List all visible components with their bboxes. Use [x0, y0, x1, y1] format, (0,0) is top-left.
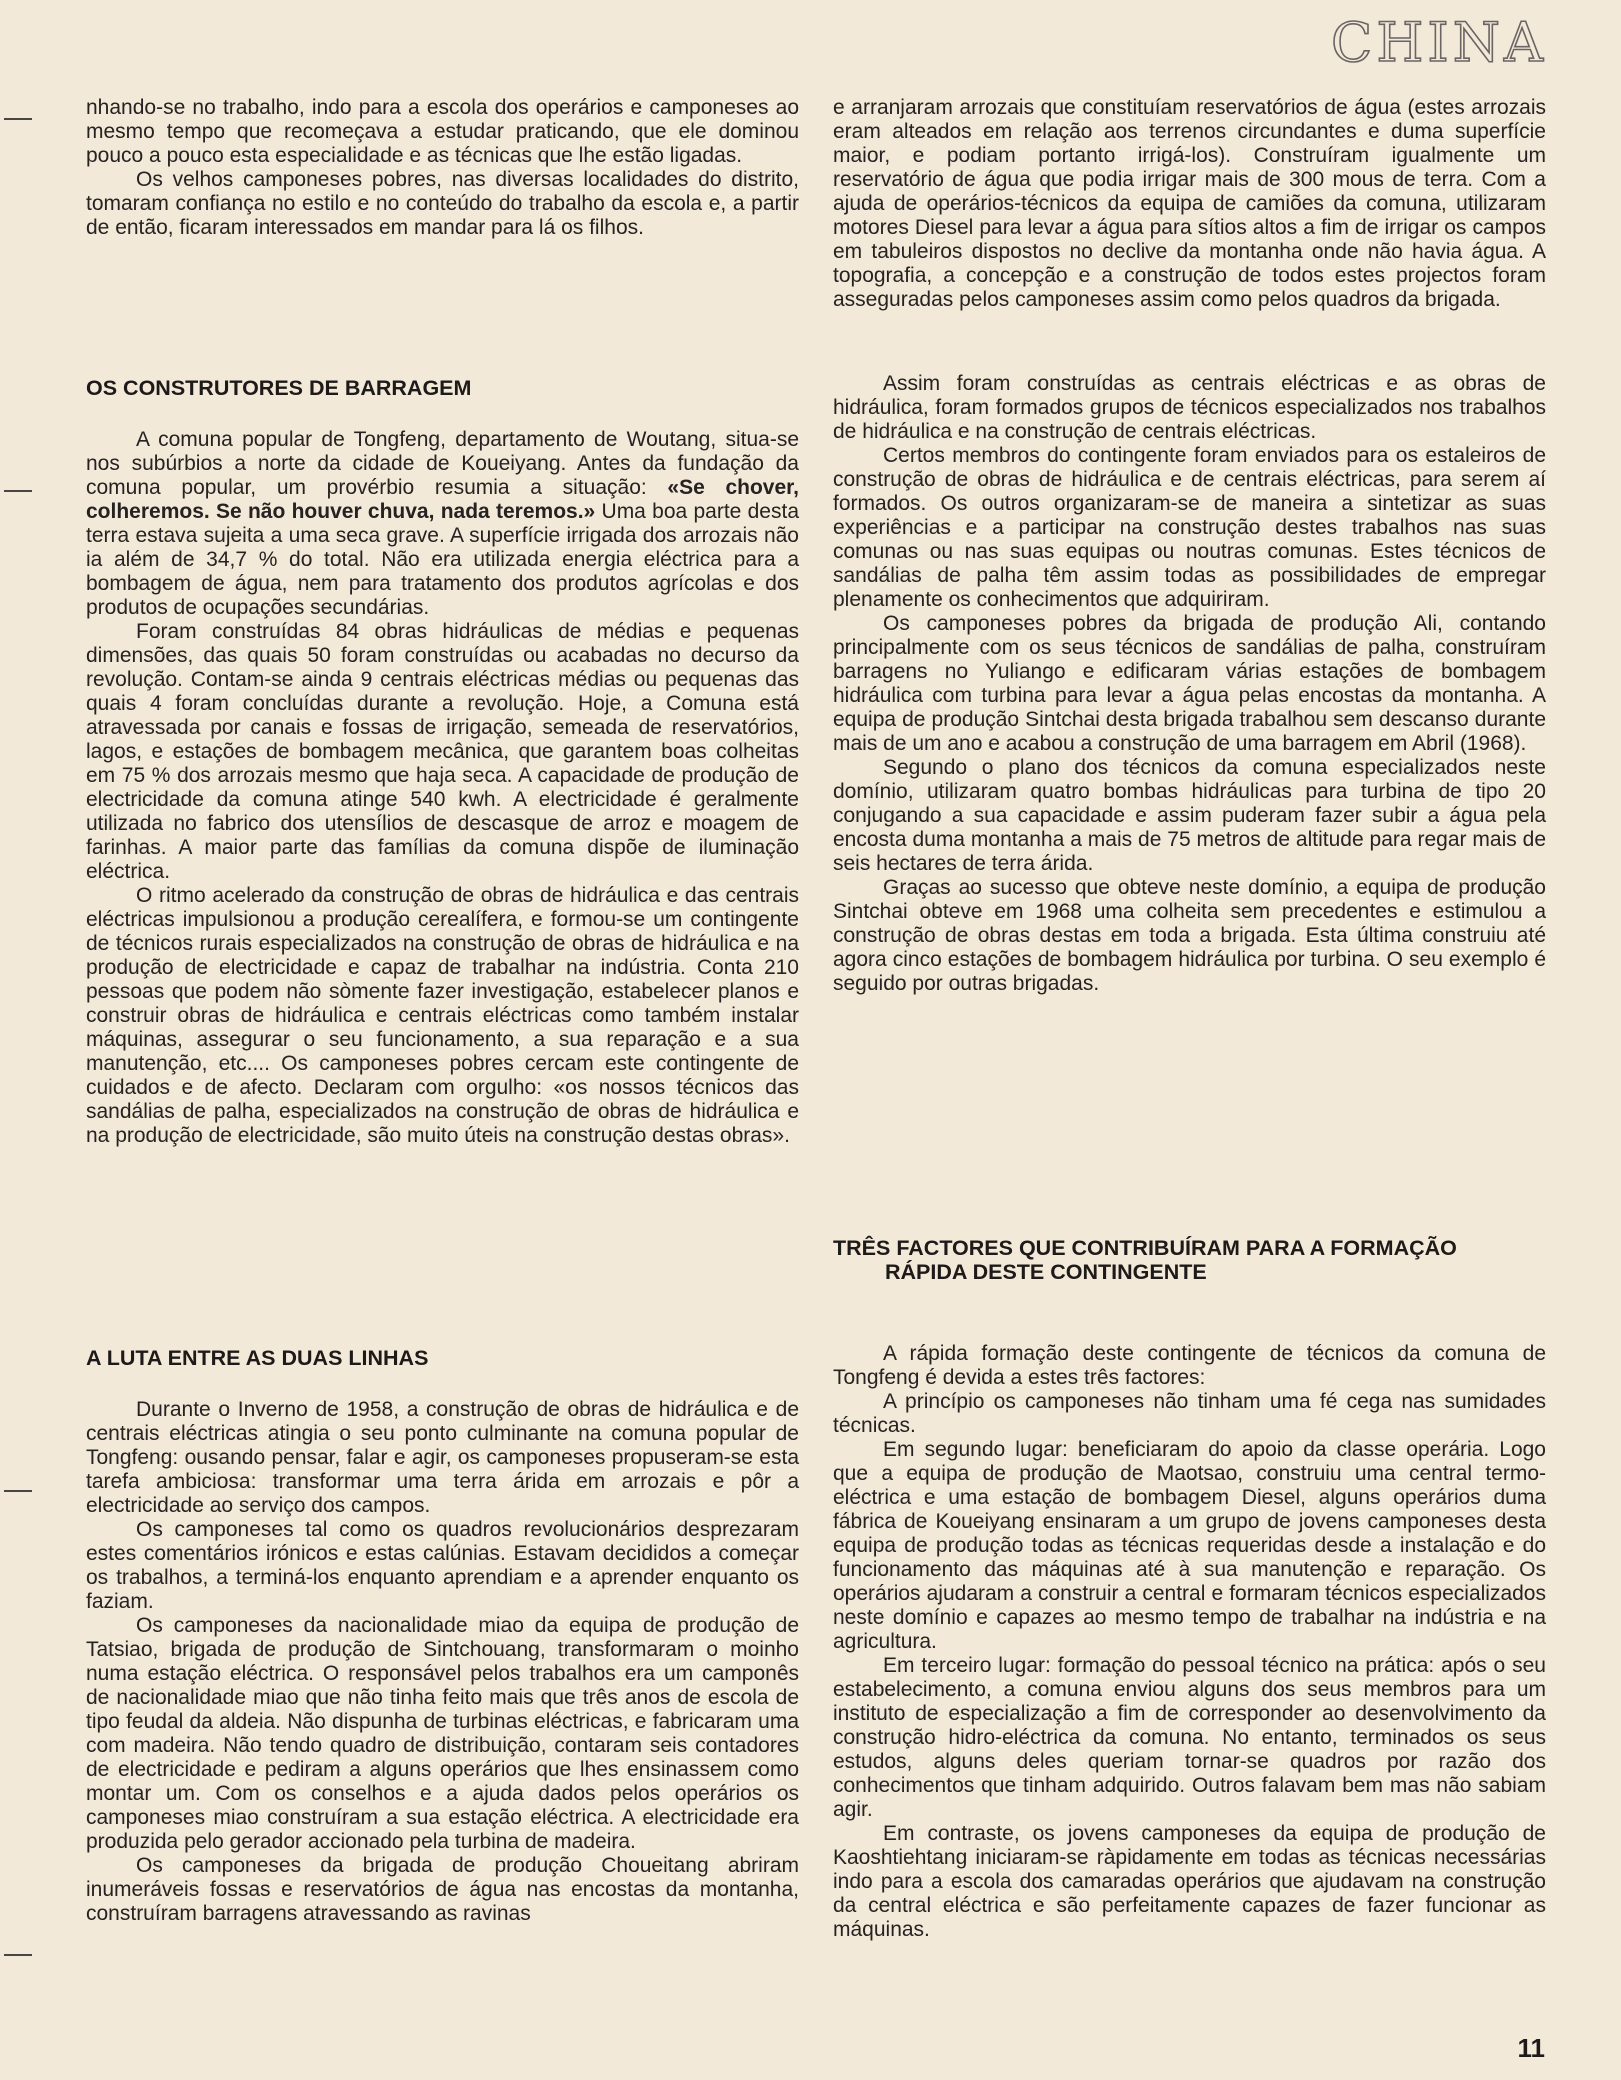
paragraph: Foram construídas 84 obras hidráulicas de médias e pequenas dimensões, das quais 50 foram construídas ou acabadas no decurso da revolução. Contam-se ainda 9 centrais eléctricas médias ou pequenas das quais 4 foram concluídas durante a revolução. Hoje, a Comuna está atravessada por canais e fossas de irrigação, semeada de reservatórios, lagos, e estações de bombagem mecânica, que garantem boas colheitas em 75 % dos arrozais mesmo que haja seca. A capacidade de produção de electricidade da comuna atinge 540 kwh. A electricidade é geralmente utilizada no fabrico dos utensílios de descasque de arroz e moagem de farinhas. A maior parte das famílias da comuna dispõe de iluminação eléctrica.	[86, 620, 799, 883]
right-column-body	[833, 372, 1546, 996]
paragraph: Em terceiro lugar: formação do pessoal técnico na prática: após o seu estabelecimento, a comuna enviou alguns dos seus membros para um instituto de especialização a fim de corresponder ao desenvolvimento da construção hidro-eléctrica da comuna. No entanto, terminados os seus estudos, alguns deles queriam tornar-se quadros por razão dos conhecimentos que tinham adquirido. Outros falavam bem mas não sabiam agir.	[833, 1654, 1546, 1821]
margin-mark	[4, 118, 32, 120]
margin-mark	[4, 490, 32, 492]
paragraph: Certos membros do contingente foram enviados para os estaleiros de construção de obras de hidráulica e de centrais eléctricas, para serem aí formados. Os outros organizaram-se de maneira a sintetizar as suas experiências e a participar na construção destes trabalhos nas suas comunas ou nas suas equipas ou noutras comunas. Estes técnicos de sandálias de palha têm assim todas as possibilidades de empregar plenamente os conhecimentos que adquiriram.	[833, 444, 1546, 611]
left-column-intro	[86, 96, 799, 240]
paragraph: Os camponeses da nacionalidade miao da equipa de produção de Tatsiao, brigada de produção de Sintchouang, transformaram o moinho numa estação eléctrica. O responsável pelos trabalhos era um camponês de nacionalidade miao que não tinha feito mais que três anos de escola de tipo feudal da aldeia. Não dispunha de turbinas eléctricas, e fabricaram uma com madeira. Não tendo quadro de distribuição, contaram seis contadores de electricidade e pediram a alguns operários que lhes ensinassem como montar um. Com os conselhos e a ajuda dados pelos operários os camponeses miao construíram a sua estação eléctrica. A electricidade era produzida pelo gerador accionado pela turbina de madeira.	[86, 1614, 799, 1853]
section-heading-construtores: OS CONSTRUTORES DE BARRAGEM	[86, 376, 472, 400]
right-column-intro	[833, 96, 1546, 312]
section-heading-luta: A LUTA ENTRE AS DUAS LINHAS	[86, 1346, 429, 1370]
heading-line: TRÊS FACTORES QUE CONTRIBUÍRAM PARA A FORMAÇÃO	[833, 1236, 1457, 1260]
paragraph: Os camponeses da brigada de produção Choueitang abriram inumeráveis fossas e reservatórios de água nas encostas da montanha, construíram barragens atravessando as ravinas	[86, 1854, 799, 1925]
text-run: A comuna popular de Tongfeng, departamento de Woutang, situa-se nos subúrbios a norte da cidade de Koueiyang. Antes da fundação da comuna popular, um provérbio resumia a situação:	[86, 428, 799, 499]
margin-mark	[4, 1490, 32, 1492]
paragraph: Os camponeses pobres da brigada de produção Ali, contando principalmente com os seus técnicos de sandálias de palha, construíram barragens no Yuliango e edificaram várias estações de bombagem hidráulica com turbina para levar a água pelas encostas da montanha. A equipa de produção Sintchai desta brigada trabalhou sem descanso durante mais de um ano e acabou a construção de uma barragem em Abril (1968).	[833, 612, 1546, 755]
paragraph: Assim foram construídas as centrais eléctricas e as obras de hidráulica, foram formados grupos de técnicos especializados nos trabalhos de hidráulica e na construção de centrais eléctricas.	[833, 372, 1546, 443]
paragraph: O ritmo acelerado da construção de obras de hidráulica e das centrais eléctricas impulsionou a produção cerealífera, e formou-se um contingente de técnicos rurais especializados na construção de obras de hidráulica e na produção de electricidade e capaz de trabalhar na indústria. Conta 210 pessoas que podem não sòmente fazer investigação, estabelecer planos e construir obras de hidráulica e centrais eléctricas como também instalar máquinas, assegurar o seu funcionamento, a sua reparação e a sua manutenção, etc.... Os camponeses pobres cercam este contingente de cuidados e de afecto. Declaram com orgulho: «os nossos técnicos das sandálias de palha, especializados na construção de obras de hidráulica e na produção de electricidade, são muito úteis na construção destas obras».	[86, 884, 799, 1147]
paragraph: Em segundo lugar: beneficiaram do apoio da classe operária. Logo que a equipa de produção de Maotsao, construiu uma central termo-eléctrica e uma estação de bombagem Diesel, alguns operários duma fábrica de Koueiyang ensinaram a um grupo de jovens camponeses desta equipa de produção todas as técnicas requeridas desde a instalação e do funcionamento das máquinas até à sua manutenção e reparação. Os operários ajudaram a construir a central e formaram técnicos especializados neste domínio e capazes ao mesmo tempo de trabalhar na indústria e na agricultura.	[833, 1438, 1546, 1653]
paragraph: Graças ao sucesso que obteve neste domínio, a equipa de produção Sintchai obteve em 1968 uma colheita sem precedentes e estimulou a construção de obras destas em toda a brigada. Esta última construiu até agora cinco estações de bombagem hidráulica por turbina. O seu exemplo é seguido por outras brigadas.	[833, 876, 1546, 995]
section-body-luta	[86, 1398, 799, 1926]
paragraph: nhando-se no trabalho, indo para a escola dos operários e camponeses ao mesmo tempo que recomeçava a estudar praticando, que ele dominou pouco a pouco esta especialidade e as técnicas que lhe estão ligadas.	[86, 96, 799, 167]
paragraph: Em contraste, os jovens camponeses da equipa de produção de Kaoshtiehtang iniciaram-se ràpidamente em todas as técnicas necessárias indo para a escola dos camaradas operários que ajudavam na construção da central eléctrica e são perfeitamente capazes de fazer funcionar as máquinas.	[833, 1822, 1546, 1941]
page-header-title: CHINA	[1331, 11, 1547, 74]
page-number: 11	[1517, 2033, 1545, 2063]
paragraph: Durante o Inverno de 1958, a construção de obras de hidráulica e de centrais eléctricas atingia o seu ponto culminante na comuna popular de Tongfeng: ousando pensar, falar e agir, os camponeses propuseram-se esta tarefa ambiciosa: transformar uma terra árida em arrozais e pôr a electricidade ao serviço dos campos.	[86, 1398, 799, 1517]
paragraph: Os camponeses tal como os quadros revolucionários desprezaram estes comentários irónicos e estas calúnias. Estavam decididos a começar os trabalhos, a terminá-los enquanto aprendiam e a aprender enquanto os faziam.	[86, 1518, 799, 1613]
paragraph	[86, 428, 799, 620]
heading-line: RÁPIDA DESTE CONTINGENTE	[885, 1260, 1207, 1284]
section-body-construtores	[86, 428, 799, 1148]
section-heading-factores	[833, 1236, 1546, 1284]
section-body-factores	[833, 1342, 1546, 1942]
paragraph: A princípio os camponeses não tinham uma fé cega nas sumidades técnicas.	[833, 1390, 1546, 1437]
paragraph: Os velhos camponeses pobres, nas diversas localidades do distrito, tomaram confiança no estilo e no conteúdo do trabalho da escola e, a partir de então, ficaram interessados em mandar para lá os filhos.	[86, 168, 799, 239]
paragraph: e arranjaram arrozais que constituíam reservatórios de água (estes arrozais eram alteados em relação aos terrenos circundantes e duma superfície maior, e podiam portanto irrigá-los). Construíram igualmente um reservatório de água que podia irrigar mais de 300 mous de terra. Com a ajuda de operários-técnicos da equipa de camiões da comuna, utilizaram motores Diesel para levar a água para sítios altos a fim de irrigar os campos em tabuleiros dispostos no declive da montanha onde não havia água. A topografia, a concepção e a construção de todos estes projectos foram asseguradas pelos camponeses assim como pelos quadros da brigada.	[833, 96, 1546, 311]
margin-mark	[4, 1954, 32, 1956]
proverb-quote: «Se chover, colheremos. Se não houver chuva, nada teremos.»	[86, 476, 800, 523]
paragraph: A rápida formação deste contingente de técnicos da comuna de Tongfeng é devida a estes três factores:	[833, 1342, 1546, 1389]
paragraph: Segundo o plano dos técnicos da comuna especializados neste domínio, utilizaram quatro bombas hidráulicas para turbina de tipo 20 conjugando a sua capacidade e assim puderam fazer subir a água pela encosta duma montanha a mais de 75 metros de altitude para regar mais de seis hectares de terra árida.	[833, 756, 1546, 875]
text-run: Uma boa parte desta terra estava sujeita a uma seca grave. A superfície irrigada dos arrozais não ia além de 34,7 % do total. Não era utilizada energia eléctrica para a bombagem de água, nem para tratamento dos produtos agrícolas e dos produtos de ocupações secundárias.	[86, 500, 799, 619]
